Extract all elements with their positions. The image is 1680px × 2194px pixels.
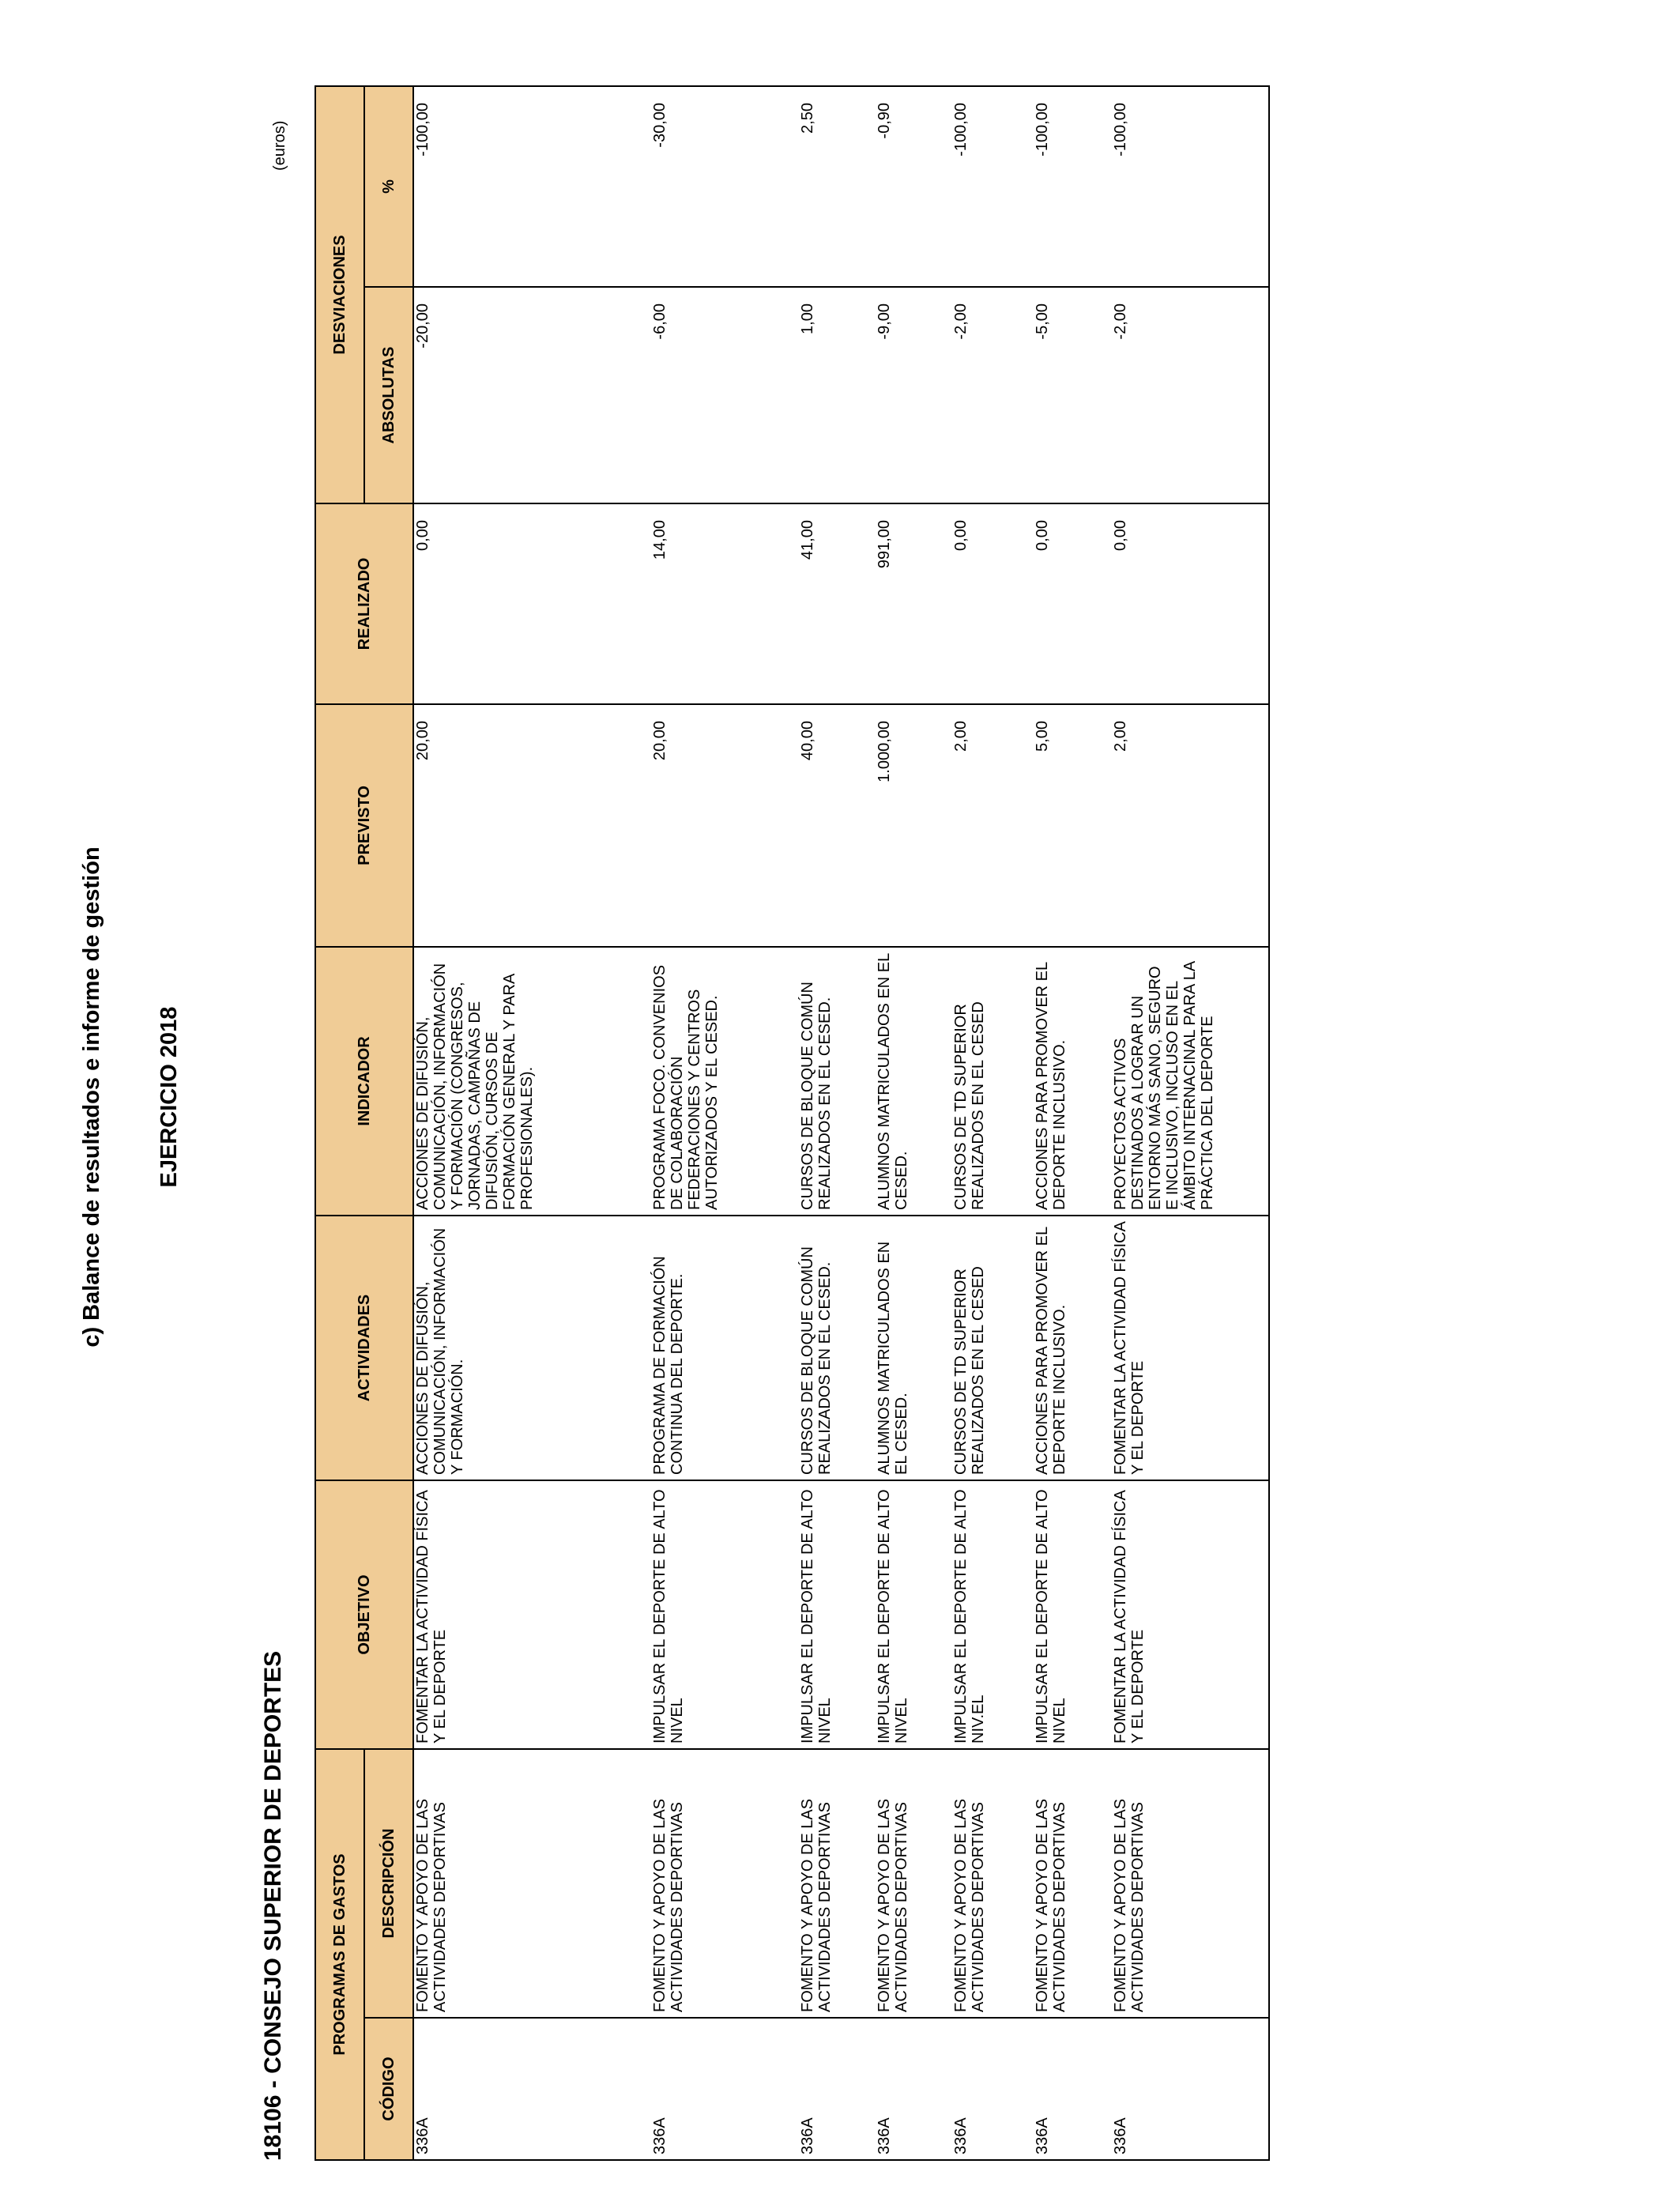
- results-table: [315, 85, 1270, 2161]
- cell-objetivo: IMPULSAR EL DEPORTE DE ALTO NIVEL: [651, 1480, 799, 1749]
- cell-objetivo: IMPULSAR EL DEPORTE DE ALTO NIV.EL: [952, 1480, 1034, 1749]
- cell-previsto: 2,00: [952, 704, 1034, 947]
- cell-realizado: 0,00: [1112, 503, 1269, 704]
- header-codigo: CÓDIGO: [364, 2018, 413, 2160]
- cell-indicador: PROGRAMA FOCO. CONVENIOS DE COLABORACIÓN FEDERACIONES Y CENTROS AUTORIZADOS Y EL CESED.: [651, 947, 799, 1216]
- cell-codigo: 336A: [799, 2018, 876, 2160]
- header-previsto: PREVISTO: [315, 704, 413, 947]
- header-realizado: REALIZADO: [315, 503, 413, 704]
- cell-descripcion: FOMENTO Y APOYO DE LAS ACTIVIDADES DEPORTIVAS: [651, 1749, 799, 2018]
- cell-previsto: 1.000,00: [876, 704, 952, 947]
- cell-absolutas: -5,00: [1034, 287, 1112, 503]
- table-row: [952, 86, 1034, 2160]
- cell-realizado: 41,00: [799, 503, 876, 704]
- cell-descripcion: FOMENTO Y APOYO DE LAS ACTIVIDADES DEPORTIVAS: [952, 1749, 1034, 2018]
- cell-realizado: 0,00: [413, 503, 651, 704]
- header-desviaciones: DESVIACIONES: [315, 86, 364, 503]
- header-programas-gastos: PROGRAMAS DE GASTOS: [315, 1749, 364, 2160]
- cell-indicador: ACCIONES PARA PROMOVER EL DEPORTE INCLUSIVO.: [1034, 947, 1112, 1216]
- cell-previsto: 2,00: [1112, 704, 1269, 947]
- cell-actividades: ACCIONES PARA PROMOVER EL DEPORTE INCLUSIVO.: [1034, 1216, 1112, 1480]
- table-row: [413, 86, 651, 2160]
- header-porcentaje: %: [364, 86, 413, 287]
- cell-descripcion: FOMENTO Y APOYO DE LAS ACTIVIDADES DEPORTIVAS: [413, 1749, 651, 2018]
- cell-previsto: 20,00: [651, 704, 799, 947]
- cell-actividades: CURSOS DE TD SUPERIOR REALIZADOS EN EL CESED: [952, 1216, 1034, 1480]
- cell-previsto: 40,00: [799, 704, 876, 947]
- cell-codigo: 336A: [413, 2018, 651, 2160]
- cell-codigo: 336A: [1034, 2018, 1112, 2160]
- cell-codigo: 336A: [651, 2018, 799, 2160]
- cell-realizado: 0,00: [1034, 503, 1112, 704]
- header-indicador: INDICADOR: [315, 947, 413, 1216]
- cell-realizado: 0,00: [952, 503, 1034, 704]
- table-row: [651, 86, 799, 2160]
- cell-absolutas: 1,00: [799, 287, 876, 503]
- cell-descripcion: FOMENTO Y APOYO DE LAS ACTIVIDADES DEPORTIVAS: [1112, 1749, 1269, 2018]
- cell-absolutas: -2,00: [952, 287, 1034, 503]
- cell-objetivo: IMPULSAR EL DEPORTE DE ALTO NIVEL: [799, 1480, 876, 1749]
- cell-absolutas: -9,00: [876, 287, 952, 503]
- cell-porcentaje: -100,00: [413, 86, 651, 287]
- cell-actividades: PROGRAMA DE FORMACIÓN CONTINUA DEL DEPORTE.: [651, 1216, 799, 1480]
- cell-absolutas: -6,00: [651, 287, 799, 503]
- cell-actividades: ALUMNOS MATRICULADOS EN EL CESED.: [876, 1216, 952, 1480]
- header-absolutas: ABSOLUTAS: [364, 287, 413, 503]
- cell-descripcion: FOMENTO Y APOYO DE LAS ACTIVIDADES DEPORTIVAS: [876, 1749, 952, 2018]
- cell-indicador: PROYECTOS ACTIVOS DESTINADOS A LOGRAR UN ENTORNO MÁS SANO, SEGURO E INCLUSIVO, INCLUSO EN EL ÁMBITO INTERNACINAL PARA LA PRÁCTICA DEL DEPORTE: [1112, 947, 1269, 1216]
- header-objetivo: OBJETIVO: [315, 1480, 413, 1749]
- cell-previsto: 5,00: [1034, 704, 1112, 947]
- cell-porcentaje: 2,50: [799, 86, 876, 287]
- cell-indicador: CURSOS DE BLOQUE COMÚN REALIZADOS EN EL CESED.: [799, 947, 876, 1216]
- cell-porcentaje: -30,00: [651, 86, 799, 287]
- cell-actividades: CURSOS DE BLOQUE COMÚN REALIZADOS EN EL CESED.: [799, 1216, 876, 1480]
- units-label: (euros): [271, 120, 288, 171]
- organism-title: 18106 - CONSEJO SUPERIOR DE DEPORTES: [260, 1650, 286, 2161]
- table-row: [1034, 86, 1112, 2160]
- cell-absolutas: -2,00: [1112, 287, 1269, 503]
- cell-objetivo: FOMENTAR LA ACTIVIDAD FÍSICA Y EL DEPORTE: [1112, 1480, 1269, 1749]
- cell-indicador: ALUMNOS MATRICULADOS EN EL CESED.: [876, 947, 952, 1216]
- cell-codigo: 336A: [1112, 2018, 1269, 2160]
- cell-actividades: ACCIONES DE DIFUSIÓN, COMUNICACIÓN, INFORMACIÓN Y FORMACIÓN.: [413, 1216, 651, 1480]
- cell-porcentaje: -0,90: [876, 86, 952, 287]
- cell-previsto: 20,00: [413, 704, 651, 947]
- cell-porcentaje: -100,00: [1112, 86, 1269, 287]
- cell-indicador: ACCIONES DE DIFUSIÓN, COMUNICACIÓN, INFORMACIÓN Y FORMACIÓN (CONGRESOS, JORNADAS, CAMPAÑAS DE DIFUSIÓN, CURSOS DE FORMACIÓN GENERAL Y PARA PROFESIONALES).: [413, 947, 651, 1216]
- cell-porcentaje: -100,00: [1034, 86, 1112, 287]
- header-descripcion: DESCRIPCIÓN: [364, 1749, 413, 2018]
- cell-indicador: CURSOS DE TD SUPERIOR REALIZADOS EN EL CESED: [952, 947, 1034, 1216]
- table-row: [1112, 86, 1269, 2160]
- cell-porcentaje: -100,00: [952, 86, 1034, 287]
- cell-actividades: FOMENTAR LA ACTIVIDAD FÍSICA Y EL DEPORTE: [1112, 1216, 1269, 1480]
- section-title: c) Balance de resultados e informe de gestión: [79, 846, 104, 1348]
- exercise-title: EJERCICIO 2018: [156, 1006, 182, 1188]
- cell-realizado: 14,00: [651, 503, 799, 704]
- cell-objetivo: FOMENTAR LA ACTIVIDAD FÍSICA Y EL DEPORTE: [413, 1480, 651, 1749]
- table-row: [799, 86, 876, 2160]
- cell-realizado: 991,00: [876, 503, 952, 704]
- header-actividades: ACTIVIDADES: [315, 1216, 413, 1480]
- cell-descripcion: FOMENTO Y APOYO DE LAS ACTIVIDADES DEPORTIVAS: [1034, 1749, 1112, 2018]
- cell-objetivo: IMPULSAR EL DEPORTE DE ALTO NIVEL: [1034, 1480, 1112, 1749]
- cell-objetivo: IMPULSAR EL DEPORTE DE ALTO NIVEL: [876, 1480, 952, 1749]
- cell-absolutas: -20,00: [413, 287, 651, 503]
- table-row: [876, 86, 952, 2160]
- cell-codigo: 336A: [876, 2018, 952, 2160]
- cell-codigo: 336A: [952, 2018, 1034, 2160]
- cell-descripcion: FOMENTO Y APOYO DE LAS ACTIVIDADES DEPORTIVAS: [799, 1749, 876, 2018]
